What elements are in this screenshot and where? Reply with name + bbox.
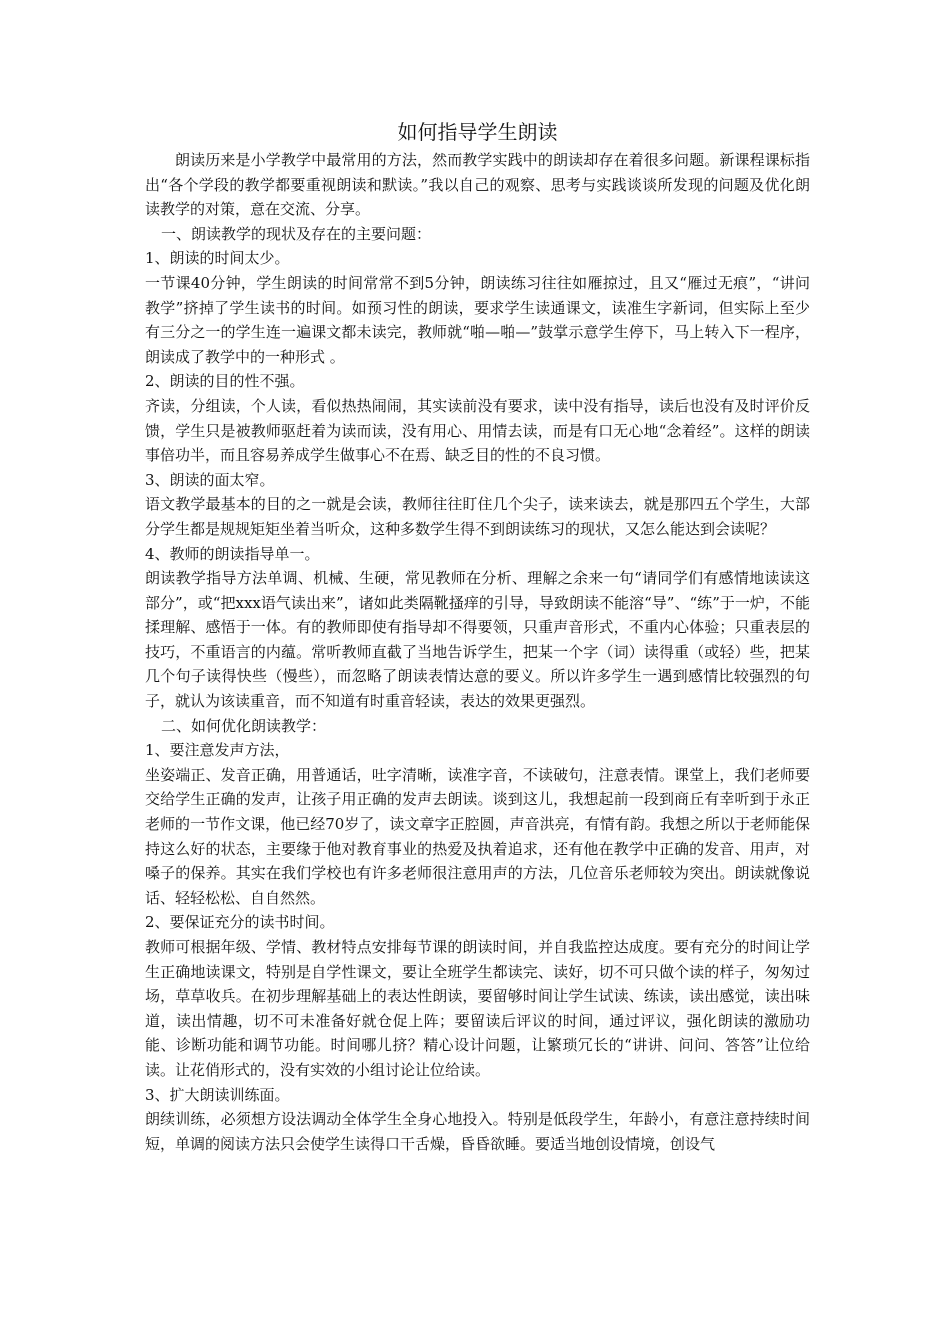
subheading-7: 3、扩大朗读训练面。 bbox=[145, 1085, 290, 1104]
document-body bbox=[145, 148, 810, 1156]
subheading-5: 1、要注意发声方法， bbox=[145, 741, 290, 760]
section-heading-optimize: 二、如何优化朗读教学： bbox=[161, 716, 327, 735]
document-page bbox=[145, 118, 810, 1156]
body-paragraph: 语文教学最基本的目的之一就是会读，教师往往盯住几个尖子，读来读去，就是那四五个学生，大部分学生都是规规矩矩坐着当听众，这种多数学生得不到朗读练习的现状，又怎么能达到会读呢？ bbox=[145, 495, 810, 538]
body-paragraph: 齐读，分组读，个人读，看似热热闹闹，其实读前没有要求，读中没有指导，读后也没有及时评价反馈，学生只是被教师驱赶着为读而读，没有用心、用情去读，而是有口无心地“念着经”。这样的朗读事倍功半，而且容易养成学生做事心不在焉、缺乏目的性的不良习惯。 bbox=[145, 396, 810, 465]
body-paragraph: 坐姿端正、发音正确，用普通话，吐字清晰，读准字音，不读破句，注意表情。课堂上，我们老师要交给学生正确的发声，让孩子用正确的发声去朗读。谈到这儿，我想起前一段到商丘有幸听到于永正老师的一节作文课，他已经70岁了，读文章字正腔圆，声音洪亮，有情有韵。我想之所以于老师能保持这么好的状态，主要缘于他对教育事业的热爱及执着追求，还有他在教学中正确的发音、用声，对嗓子的保养。其实在我们学校也有许多老师很注意用声的方法，几位音乐老师较为突出。朗读就像说话、轻轻松松、自自然然。 bbox=[145, 765, 810, 907]
subheading-2: 2、朗读的目的性不强。 bbox=[145, 372, 305, 391]
subheading-1: 1、朗读的时间太少。 bbox=[145, 249, 290, 268]
body-paragraph: 朗读教学指导方法单调、机械、生硬，常见教师在分析、理解之余来一句“请同学们有感情地读读这部分”，或“把xxx语气读出来”，诸如此类隔靴搔痒的引导，导致朗读不能溶“导”、“练”于一炉，不能揉理解、感悟于一体。有的教师即使有指导却不得要领，只重声音形式，不重内心体验；只重表层的技巧，不重语言的内蕴。常听教师直截了当地告诉学生，把某一个字（词）读得重（或轻）些，把某几个句子读得快些（慢些），而忽略了朗读表情达意的要义。所以许多学生一遇到感情比较强烈的句子，就认为该读重音，而不知道有时重音轻读，表达的效果更强烈。 bbox=[145, 569, 810, 711]
subheading-3: 3、朗读的面太窄。 bbox=[145, 470, 275, 489]
intro-paragraph: 朗读历来是小学教学中最常用的方法，然而教学实践中的朗读却存在着很多问题。新课程课标指出“各个学段的教学都要重视朗读和默读。”我以自己的观察、思考与实践谈谈所发现的问题及优化朗读教学的对策，意在交流、分享。 bbox=[145, 151, 810, 219]
body-paragraph: 朗续训练，必须想方设法调动全体学生全身心地投入。特别是低段学生，年龄小，有意注意持续时间短，单调的阅读方法只会使学生读得口干舌燥，昏昏欲睡。要适当地创设情境，创设气 bbox=[145, 1110, 810, 1153]
subheading-6: 2、要保证充分的读书时间。 bbox=[145, 913, 335, 932]
section-heading-problems: 一、朗读教学的现状及存在的主要问题： bbox=[161, 224, 432, 243]
subheading-4: 4、教师的朗读指导单一。 bbox=[145, 544, 320, 563]
body-paragraph: 教师可根据年级、学情、教材特点安排每节课的朗读时间，并自我监控达成度。要有充分的时间让学生正确地读课文，特别是自学性课文，要让全班学生都读完、读好，切不可只做个读的样子，匆匆过场，草草收兵。在初步理解基础上的表达性朗读，要留够时间让学生试读、练读，读出感觉，读出味道，读出情趣，切不可未准备好就仓促上阵；要留读后评议的时间，通过评议，强化朗读的激励功能、诊断功能和调节功能。时间哪儿挤？精心设计问题，让繁琐冗长的“讲讲、问问、答答”让位给读。让花俏形式的，没有实效的小组讨论让位给读。 bbox=[145, 938, 810, 1079]
document-title: 如何指导学生朗读 bbox=[397, 120, 558, 144]
body-paragraph: 一节课40分钟，学生朗读的时间常常不到5分钟，朗读练习往往如雁掠过，且又“雁过无痕”，“讲问教学”挤掉了学生读书的时间。如预习性的朗读，要求学生读通课文，读准生字新词，但实际上至少有三分之一的学生连一遍课文都未读完，教师就“啪—啪—”鼓掌示意学生停下，马上转入下一程序，朗读成了教学中的一种形式 。 bbox=[145, 273, 810, 366]
